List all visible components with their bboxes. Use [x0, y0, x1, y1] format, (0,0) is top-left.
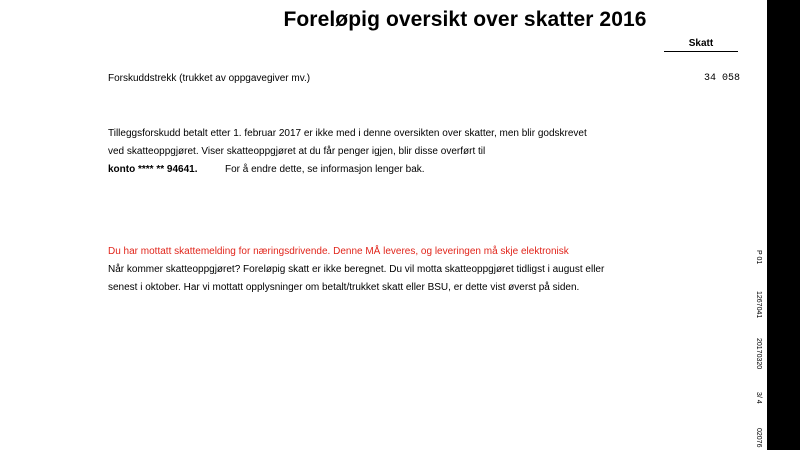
- info-line-2: ved skatteoppgjøret. Viser skatteoppgjøret at du får penger igjen, blir disse overført til: [108, 146, 486, 157]
- margin-code-page: P 01: [755, 250, 762, 265]
- margin-code-ref: 02076: [755, 428, 762, 448]
- margin-code-id: 1267041: [755, 291, 762, 319]
- account-note: For å endre dette, se informasjon lenger bak.: [225, 164, 425, 175]
- page-title: Foreløpig oversikt over skatter 2016: [283, 8, 647, 31]
- info-line-1: Tilleggsforskudd betalt etter 1. februar 2017 er ikke med i denne oversikten over skatter, men blir godskrevet: [108, 128, 587, 139]
- margin-code-sheet: 3/ 4: [755, 392, 762, 404]
- margin-code-date: 20170320: [755, 338, 762, 370]
- column-header-skatt: Skatt: [664, 38, 738, 52]
- info-paragraph: [108, 125, 587, 179]
- notice-paragraph: [108, 243, 604, 297]
- warning-text: Du har mottatt skattemelding for næringsdrivende. Denne MÅ leveres, og leveringen må skje elektronisk: [108, 246, 569, 257]
- notice-line-2: senest i oktober. Har vi mottatt opplysninger om betalt/trukket skatt eller BSU, er dette vist øverst på siden.: [108, 282, 580, 293]
- row-label-forskuddstrekk: Forskuddstrekk (trukket av oppgavegiver mv.): [108, 73, 311, 84]
- notice-line-1: Når kommer skatteoppgjøret? Foreløpig skatt er ikke beregnet. Du vil motta skatteoppgjøret tidligst i august eller: [108, 264, 605, 275]
- account-line: [108, 161, 587, 179]
- account-number: konto **** ** 94641.: [108, 164, 198, 175]
- row-value-forskuddstrekk: 34 058: [703, 73, 740, 84]
